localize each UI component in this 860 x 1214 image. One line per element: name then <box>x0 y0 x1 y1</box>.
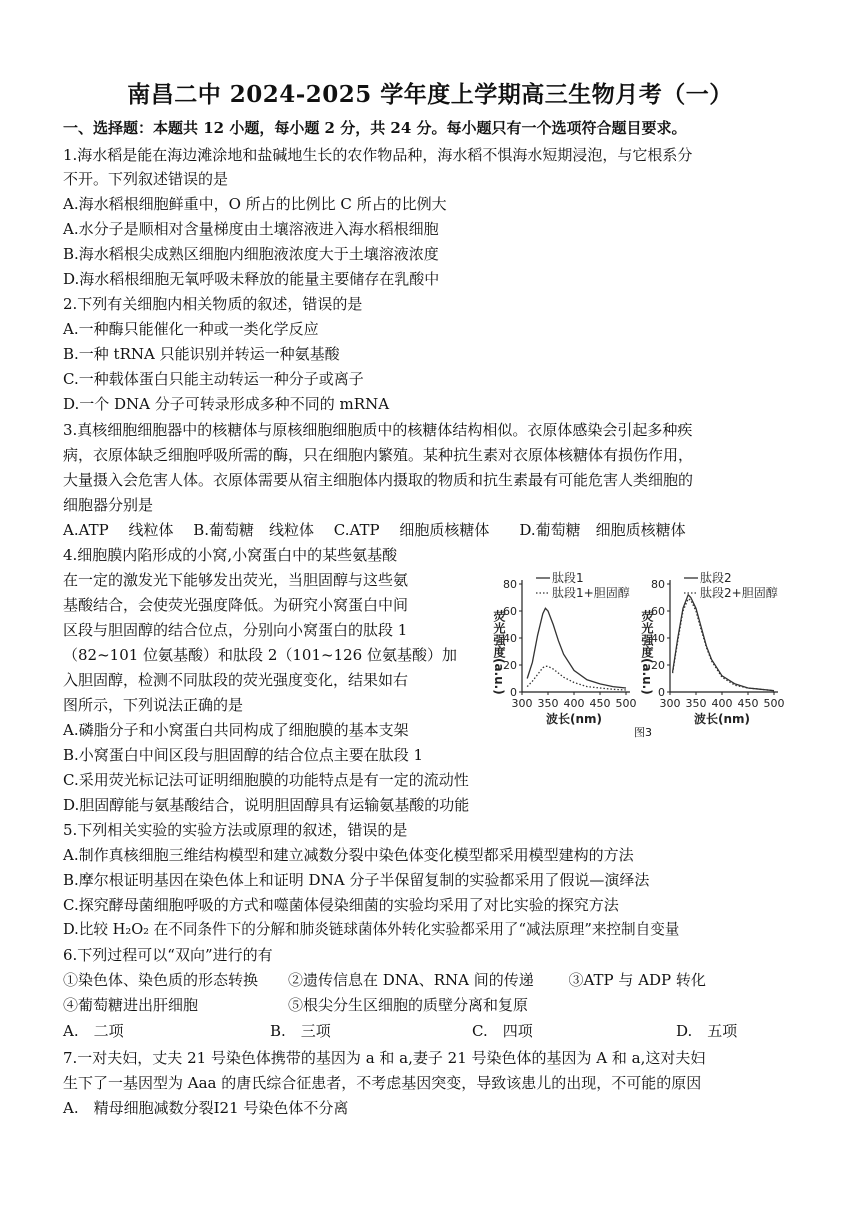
q3-stem-line1: 3.真核细胞细胞器中的核糖体与原核细胞细胞质中的核糖体结构相似。衣原体感染会引起多种疾 <box>63 421 693 439</box>
q3-stem-line4: 细胞器分别是 <box>63 496 154 514</box>
q3-options: A.ATP 线粒体 B.葡萄糖 线粒体 C.ATP 细胞质核糖体 D.葡萄糖 细胞质核糖体 <box>63 521 686 539</box>
q6-items-line1: ①染色体、染色质的形态转换 ②遗传信息在 DNA、RNA 间的传递 ③ATP 与 ADP 转化 <box>63 971 706 989</box>
y-axis-label: 荧光强度(a.u.) <box>492 610 506 695</box>
q1-option-b: A.水分子是顺相对含量梯度由土壤溶液进入海水稻根细胞 <box>63 220 439 238</box>
q2-stem: 2.下列有关细胞内相关物质的叙述，错误的是 <box>63 295 363 313</box>
q4-stem-line7: 图所示，下列说法正确的是 <box>63 696 244 714</box>
q4-stem-line4: 区段与胆固醇的结合位点，分别向小窝蛋白的肽段 1 <box>63 621 408 639</box>
y-tick-label: 60 <box>503 605 517 618</box>
legend-label-1: 肽段1 <box>552 571 584 585</box>
figure-caption: 图3 <box>634 726 652 739</box>
y-axis-label: 荧光强度(a.u.) <box>640 610 654 695</box>
q6-stem: 6.下列过程可以“双向”进行的有 <box>63 946 273 964</box>
q5-stem: 5.下列相关实验的实验方法或原理的叙述，错误的是 <box>63 821 408 839</box>
x-tick-label: 400 <box>563 697 585 710</box>
q2-option-b: B.一种 tRNA 只能识别并转运一种氨基酸 <box>63 345 340 363</box>
y-tick-label: 20 <box>651 659 665 672</box>
legend-label-1: 肽段2 <box>700 571 732 585</box>
section-heading: 一、选择题：本题共 12 小题，每小题 2 分，共 24 分。每小题只有一个选项符合题目要求。 <box>63 119 687 137</box>
q7-stem-line1: 7.一对夫妇，丈夫 21 号染色体携带的基因为 a 和 a,妻子 21 号染色体的基因为 A 和 a,这对夫妇 <box>63 1049 706 1067</box>
y-tick-label: 80 <box>651 578 665 591</box>
x-tick-label: 500 <box>615 697 636 710</box>
q1-option-a: A.海水稻根细胞鲜重中，O 所占的比例比 C 所占的比例大 <box>63 195 447 213</box>
x-tick-label: 450 <box>589 697 611 710</box>
q3-stem-line2: 病，衣原体缺乏细胞呼吸所需的酶，只在细胞内繁殖。某种抗生素对衣原体核糖体有损伤作用， <box>63 446 694 464</box>
x-tick-label: 500 <box>763 697 784 710</box>
y-tick-label: 40 <box>651 632 665 645</box>
q5-option-b: B.摩尔根证明基因在染色体上和证明 DNA 分子半保留复制的实验都采用了假说—演绎法 <box>63 871 650 889</box>
x-tick-label: 450 <box>737 697 759 710</box>
legend-label-2: 肽段2+胆固醇 <box>700 586 778 600</box>
q3-stem-line3: 大量摄入会危害人体。衣原体需要从宿主细胞体内摄取的物质和抗生素最有可能危害人类细胞的 <box>63 471 694 489</box>
q4-option-c: C.采用荧光标记法可证明细胞膜的功能特点是有一定的流动性 <box>63 771 469 789</box>
x-axis-label: 波长(nm) <box>693 712 751 726</box>
x-tick-label: 350 <box>537 697 559 710</box>
x-tick-label: 350 <box>685 697 707 710</box>
q5-option-c: C.探究酵母菌细胞呼吸的方式和噬菌体侵染细菌的实验均采用了对比实验的探究方法 <box>63 896 619 914</box>
fluorescence-chart-peptide1 <box>488 568 636 726</box>
q5-option-a: A.制作真核细胞三维结构模型和建立减数分裂中染色体变化模型都采用模型建构的方法 <box>63 846 634 864</box>
y-tick-label: 80 <box>503 578 517 591</box>
q2-option-d: D.一个 DNA 分子可转录形成多种不同的 mRNA <box>63 395 390 413</box>
exam-title: 南昌二中 2024-2025 学年度上学期高三生物月考（一） <box>127 81 733 108</box>
q4-stem-line3: 基酸结合，会使荧光强度降低。为研究小窝蛋白中间 <box>63 596 409 614</box>
q6-option-d: D. 五项 <box>676 1022 738 1040</box>
x-axis-label: 波长(nm) <box>545 712 603 726</box>
x-tick-label: 400 <box>711 697 733 710</box>
x-tick-label: 300 <box>511 697 533 710</box>
q1-option-d: D.海水稻根细胞无氧呼吸未释放的能量主要储存在乳酸中 <box>63 270 440 288</box>
y-tick-label: 20 <box>503 659 517 672</box>
q4-stem-line1: 4.细胞膜内陷形成的小窝,小窝蛋白中的某些氨基酸 <box>63 546 398 564</box>
q4-stem-line2: 在一定的激发光下能够发出荧光，当胆固醇与这些氨 <box>63 571 409 589</box>
legend-label-2: 肽段1+胆固醇 <box>552 586 630 600</box>
y-tick-label: 60 <box>651 605 665 618</box>
q5-option-d: D.比较 H₂O₂ 在不同条件下的分解和肺炎链球菌体外转化实验都采用了“减法原理”来控制自变量 <box>63 921 680 938</box>
fluorescence-chart-peptide2 <box>636 568 784 726</box>
q1-option-c: B.海水稻根尖成熟区细胞内细胞液浓度大于土壤溶液浓度 <box>63 245 439 263</box>
q4-stem-line5: （82~101 位氨基酸）和肽段 2（101~126 位氨基酸）加 <box>63 646 457 664</box>
q2-option-c: C.一种载体蛋白只能主动转运一种分子或离子 <box>63 370 364 388</box>
q4-option-a: A.磷脂分子和小窝蛋白共同构成了细胞膜的基本支架 <box>63 721 409 739</box>
y-tick-label: 0 <box>510 686 517 699</box>
q1-stem-line1: 1.海水稻是能在海边滩涂地和盐碱地生长的农作物品种，海水稻不惧海水短期浸泡，与它根系分 <box>63 146 693 164</box>
series-line-1 <box>673 595 774 691</box>
series-line-1 <box>527 608 626 688</box>
q4-stem-line6: 入胆固醇，检测不同肽段的荧光强度变化，结果如右 <box>63 671 409 689</box>
q6-option-b: B. 三项 <box>270 1022 331 1040</box>
q1-stem-line2: 不开。下列叙述错误的是 <box>63 170 229 188</box>
x-tick-label: 300 <box>659 697 681 710</box>
q6-items-line2: ④葡萄糖进出肝细胞 ⑤根尖分生区细胞的质壁分离和复原 <box>63 996 529 1014</box>
q2-option-a: A.一种酶只能催化一种或一类化学反应 <box>63 320 319 338</box>
q6-option-a: A. 二项 <box>63 1022 124 1040</box>
q4-option-b: B.小窝蛋白中间区段与胆固醇的结合位点主要在肽段 1 <box>63 746 424 764</box>
q7-stem-line2: 生下了一基因型为 Aaa 的唐氏综合征患者，不考虑基因突变，导致该患儿的出现，不可能的原因 <box>63 1074 702 1092</box>
y-tick-label: 40 <box>503 632 517 645</box>
q6-option-c: C. 四项 <box>472 1022 533 1040</box>
q7-option-a: A. 精母细胞减数分裂Ⅰ21 号染色体不分离 <box>63 1099 349 1117</box>
q4-option-d: D.胆固醇能与氨基酸结合，说明胆固醇具有运输氨基酸的功能 <box>63 796 470 814</box>
y-tick-label: 0 <box>658 686 665 699</box>
